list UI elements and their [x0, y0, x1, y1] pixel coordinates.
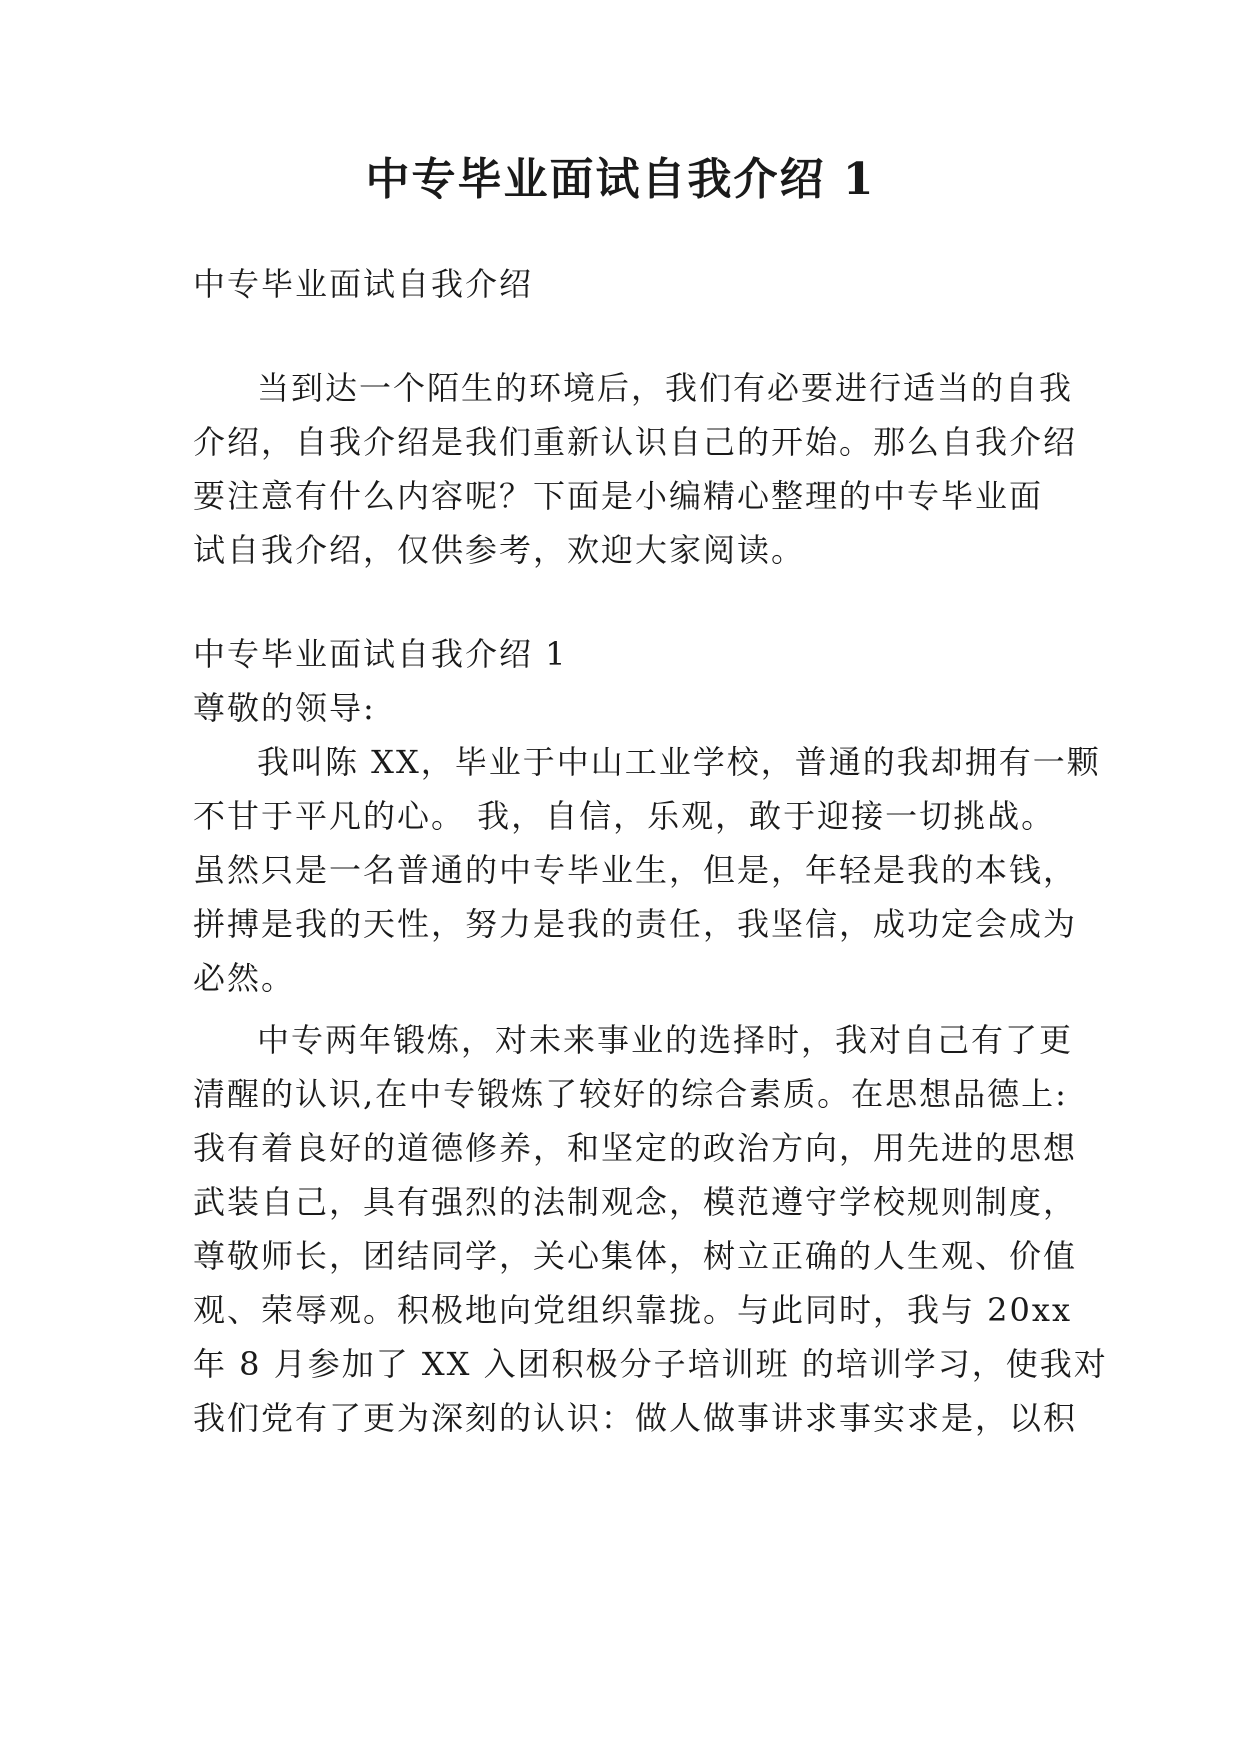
intro-line: 介绍，自我介绍是我们重新认识自己的开始。那么自我介绍 [193, 423, 1078, 461]
salutation: 尊敬的领导: [193, 689, 376, 727]
paragraph2-line: 我们党有了更为深刻的认识：做人做事讲求事实求是，以积 [193, 1399, 1078, 1437]
paragraph2-line: 我有着良好的道德修养，和坚定的政治方向，用先进的思想 [193, 1129, 1078, 1167]
paragraph2-line: 观、荣辱观。积极地向党组织靠拢。与此同时，我与 20xx [193, 1291, 1072, 1329]
paragraph2-line: 中专两年锻炼，对未来事业的选择时，我对自己有了更 [257, 1021, 1074, 1059]
paragraph1-line: 不甘于平凡的心。 我，自信，乐观，敢于迎接一切挑战。 [193, 797, 1056, 835]
paragraph1-line: 虽然只是一名普通的中专毕业生，但是，年轻是我的本钱， [193, 851, 1078, 889]
paragraph2-line: 武装自己，具有强烈的法制观念，模范遵守学校规则制度， [193, 1183, 1078, 1221]
paragraph1-line: 必然。 [193, 959, 296, 997]
paragraph1-line: 我叫陈 XX，毕业于中山工业学校，普通的我却拥有一颗 [257, 743, 1101, 781]
document-title: 中专毕业面试自我介绍 1 [365, 154, 876, 205]
intro-line: 试自我介绍，仅供参考，欢迎大家阅读。 [193, 531, 806, 569]
paragraph2-line: 清醒的认识,在中专锻炼了较好的综合素质。在思想品德上: [193, 1075, 1068, 1113]
paragraph1-line: 拼搏是我的天性，努力是我的责任，我坚信，成功定会成为 [193, 905, 1078, 943]
document-subtitle: 中专毕业面试自我介绍 [193, 265, 534, 303]
intro-line: 要注意有什么内容呢？下面是小编精心整理的中专毕业面 [193, 477, 1044, 515]
paragraph2-line: 尊敬师长，团结同学，关心集体，树立正确的人生观、价值 [193, 1237, 1078, 1275]
section-heading: 中专毕业面试自我介绍 1 [193, 635, 568, 673]
intro-line: 当到达一个陌生的环境后，我们有必要进行适当的自我 [257, 369, 1074, 407]
paragraph2-line: 年 8 月参加了 XX 入团积极分子培训班 的培训学习，使我对 [193, 1345, 1108, 1383]
